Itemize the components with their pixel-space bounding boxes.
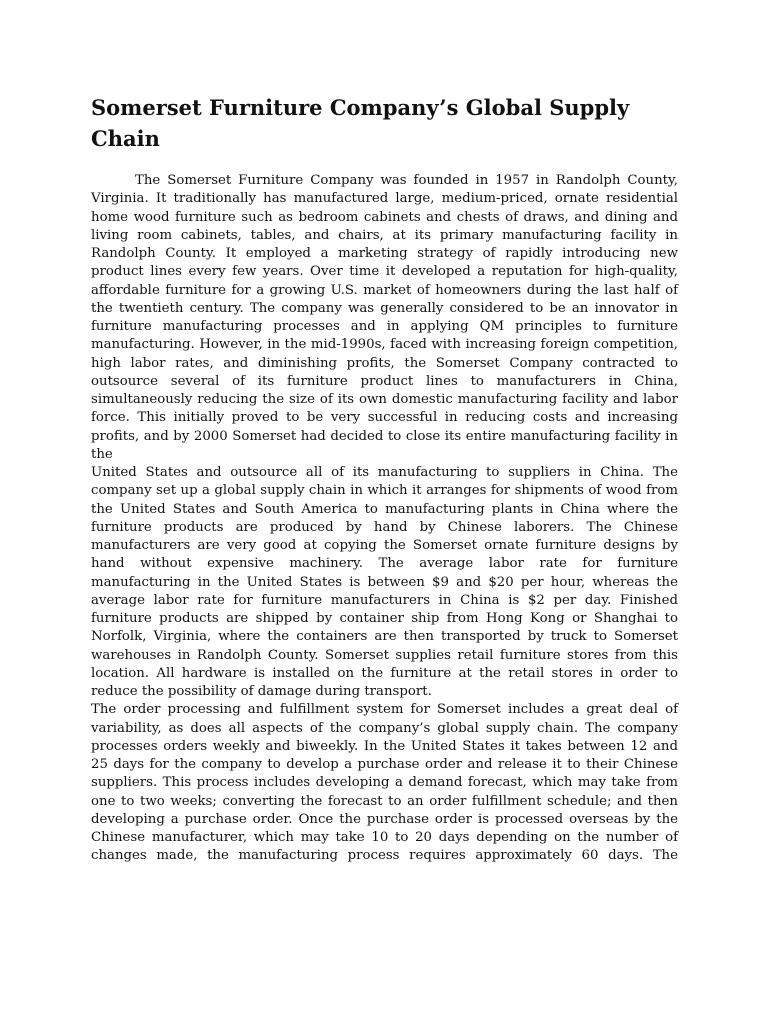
document-body	[91, 172, 678, 866]
paragraph-order-processing: The order processing and fulfillment system for Somerset includes a great deal of variability, as does all aspects of the company’s global supply chain. The company processes orders weekly and biweekly. In the United States it takes between 12 and 25 days for the company to develop a purchase order and release it to their Chinese suppliers. This process includes developing a demand forecast, which may take from one to two weeks; converting the forecast to an order fulfillment schedule; and then developing a purchase order. Once the purchase order is processed overseas by the Chinese manufacturer, which may take 10 to 20 days depending on the number of changes made, the manufacturing process requires approximately 60 days. The	[91, 702, 678, 864]
document-title: Somerset Furniture Company’s Global Supply Chain	[91, 95, 630, 151]
paragraph-outsourcing: United States and outsource all of its manufacturing to suppliers in China. The company set up a global supply chain in which it arranges for shipments of wood from the United States and South America to manufacturing plants in China where the furniture products are produced by hand by Chinese laborers. The Chinese manufacturers are very good at copying the Somerset ornate furniture designs by hand without expensive machinery. The average labor rate for furniture manufacturing in the United States is between $9 and $20 per hour, whereas the average labor rate for furniture manufacturers in China is $2 per day. Finished furniture products are shipped by container ship from Hong Kong or Shanghai to Norfolk, Virginia, where the containers are then transported by truck to Somerset warehouses in Randolph County. Somerset supplies retail furniture stores from this location. All hardware is installed on the furniture at the retail stores in order to reduce the possibility of damage during transport.	[91, 465, 678, 699]
paragraph-founding: The Somerset Furniture Company was founded in 1957 in Randolph County, Virginia. It traditionally has manufactured large, medium-priced, ornate residential home wood furniture such as bedroom cabinets and chests of draws, and dining and living room cabinets, tables, and chairs, at its primary manufacturing facility in Randolph County. It employed a marketing strategy of rapidly introducing new product lines every few years. Over time it developed a reputation for high-quality, affordable furniture for a growing U.S. market of homeowners during the last half of the twentieth century. The company was generally considered to be an innovator in furniture manufacturing processes and in applying QM principles to furniture manufacturing. However, in the mid-1990s, faced with increasing foreign competition, high labor rates, and diminishing profits, the Somerset Company contracted to outsource several of its furniture product lines to manufacturers in China, simultaneously reducing the size of its own domestic manufacturing facility and labor force. This initially proved to be very successful in reducing costs and increasing profits, and by 2000 Somerset had decided to close its entire manufacturing facility in the	[91, 173, 678, 462]
